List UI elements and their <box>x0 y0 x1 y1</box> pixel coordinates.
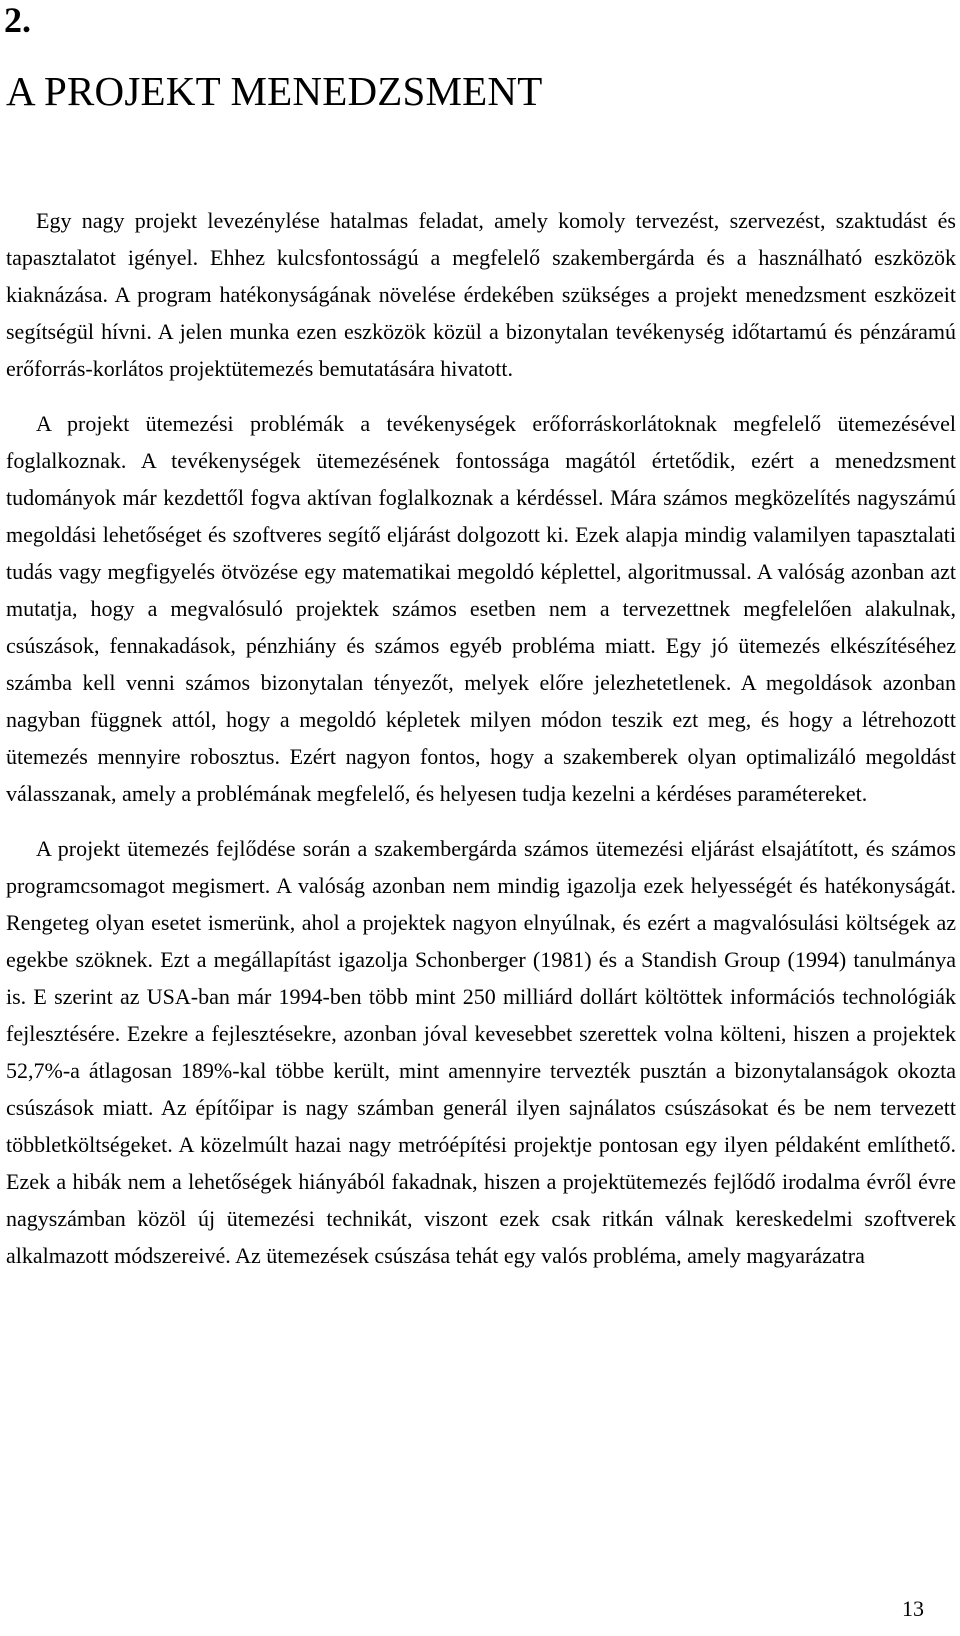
chapter-title: A PROJEKT MENEDZSMENT <box>6 68 543 114</box>
paragraph-scheduling-development: A projekt ütemezés fejlődése során a szakembergárda számos ütemezési eljárást elsajátított, és számos programcsomagot megismert. A valóság azonban nem mindig igazolja ezek helyességét és hatékonyságát. Rengeteg olyan esetet ismerünk, ahol a projektek nagyon elnyúlnak, és ezért a magvalósulási költségek az egekbe szöknek. Ezt a megállapítást igazolja Schonberger (1981) és a Standish Group (1994) tanulmánya is. E szerint az USA-ban már 1994-ben több mint 250 milliárd dollárt költöttek információs technológiák fejlesztésére. Ezekre a fejlesztésekre, azonban jóval kevesebbet szerettek volna költeni, hiszen a projektek 52,7%-a átlagosan 189%-kal többe került, mint amennyire tervezték pusztán a bizonytalanságok okozta csúszások miatt. Az építőipar is nagy számban generál ilyen sajnálatos csúszásokat és be nem tervezett többletköltségeket. A közelmúlt hazai nagy metróépítési projektje pontosan egy ilyen példaként említhető. Ezek a hibák nem a lehetőségek hiányából fakadnak, hiszen a projektütemezés fejlődő irodalma évről évre nagyszámban közöl új ütemezési technikát, viszont ezek csak ritkán válnak kereskedelmi szoftverek alkalmazott módszereivé. Az ütemezések csúszása tehát egy valós probléma, amely magyarázatra <box>6 836 956 1268</box>
body-text <box>6 202 956 1292</box>
chapter-number: 2. <box>4 0 31 40</box>
paragraph-scheduling-problems: A projekt ütemezési problémák a tevékenységek erőforráskorlátoknak megfelelő ütemezésével foglalkoznak. A tevékenységek ütemezésének fontossága magától értetődik, ezért a menedzsment tudományok már kezdettől fogva aktívan foglalkoznak a kérdéssel. Mára számos megközelítés nagyszámú megoldási lehetőséget és szoftveres segítő eljárást dolgozott ki. Ezek alapja mindig valamilyen tapasztalati tudás vagy megfigyelés ötvözése egy matematikai megoldó képlettel, algoritmussal. A valóság azonban azt mutatja, hogy a megvalósuló projektek számos esetben nem a tervezettnek megfelelően alakulnak, csúszások, fennakadások, pénzhiány és számos egyéb probléma miatt. Egy jó ütemezés elkészítéséhez számba kell venni számos bizonytalan tényezőt, melyek előre jelezhetetlenek. A megoldások azonban nagyban függnek attól, hogy a megoldó képletek milyen módon teszik ezt meg, és hogy a létrehozott ütemezés mennyire robosztus. Ezért nagyon fontos, hogy a szakemberek olyan optimalizáló megoldást válasszanak, amely a problémának megfelelő, és helyesen tudja kezelni a kérdéses paramétereket. <box>6 411 956 806</box>
page-number: 13 <box>902 1596 924 1621</box>
paragraph-intro: Egy nagy projekt levezénylése hatalmas feladat, amely komoly tervezést, szervezést, szaktudást és tapasztalatot igényel. Ehhez kulcsfontosságú a megfelelő szakembergárda és a használható eszközök kiaknázása. A program hatékonyságának növelése érdekében szükséges a projekt menedzsment eszközeit segítségül hívni. A jelen munka ezen eszközök közül a bizonytalan tevékenység időtartamú és pénzáramú erőforrás-korlátos projektütemezés bemutatására hivatott. <box>6 208 956 381</box>
